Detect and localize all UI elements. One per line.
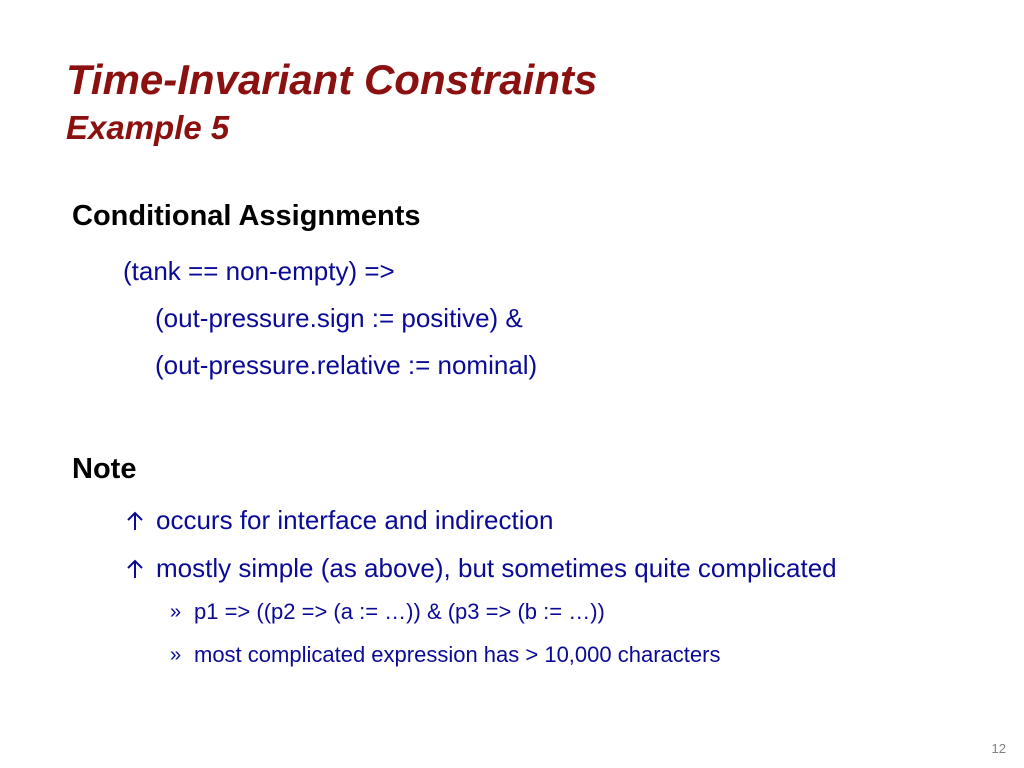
note-sub-bullet-text: p1 => ((p2 => (a := …)) & (p3 => (b := …)) (194, 599, 605, 624)
section-heading-note: Note (72, 453, 137, 485)
page-number: 12 (991, 741, 1006, 756)
section-heading-conditional-assignments: Conditional Assignments (72, 200, 421, 232)
note-bullet-text: occurs for interface and indirection (156, 505, 554, 535)
assignment-line-sign: (out-pressure.sign := positive) & (155, 303, 523, 333)
upward-arrow-bullet-icon (124, 558, 146, 580)
upward-arrow-bullet-icon (124, 510, 146, 532)
note-sub-bullet-text: most complicated expression has > 10,000 characters (194, 642, 721, 667)
slide-subtitle: Example 5 (66, 109, 230, 146)
double-chevron-marker-icon: » (170, 601, 182, 623)
slide-title: Time-Invariant Constraints (66, 56, 598, 103)
note-bullet-text: mostly simple (as above), but sometimes quite complicated (156, 553, 837, 583)
double-chevron-marker-icon: » (170, 644, 182, 666)
assignment-line-relative: (out-pressure.relative := nominal) (155, 350, 538, 380)
condition-line: (tank == non-empty) => (123, 256, 395, 286)
